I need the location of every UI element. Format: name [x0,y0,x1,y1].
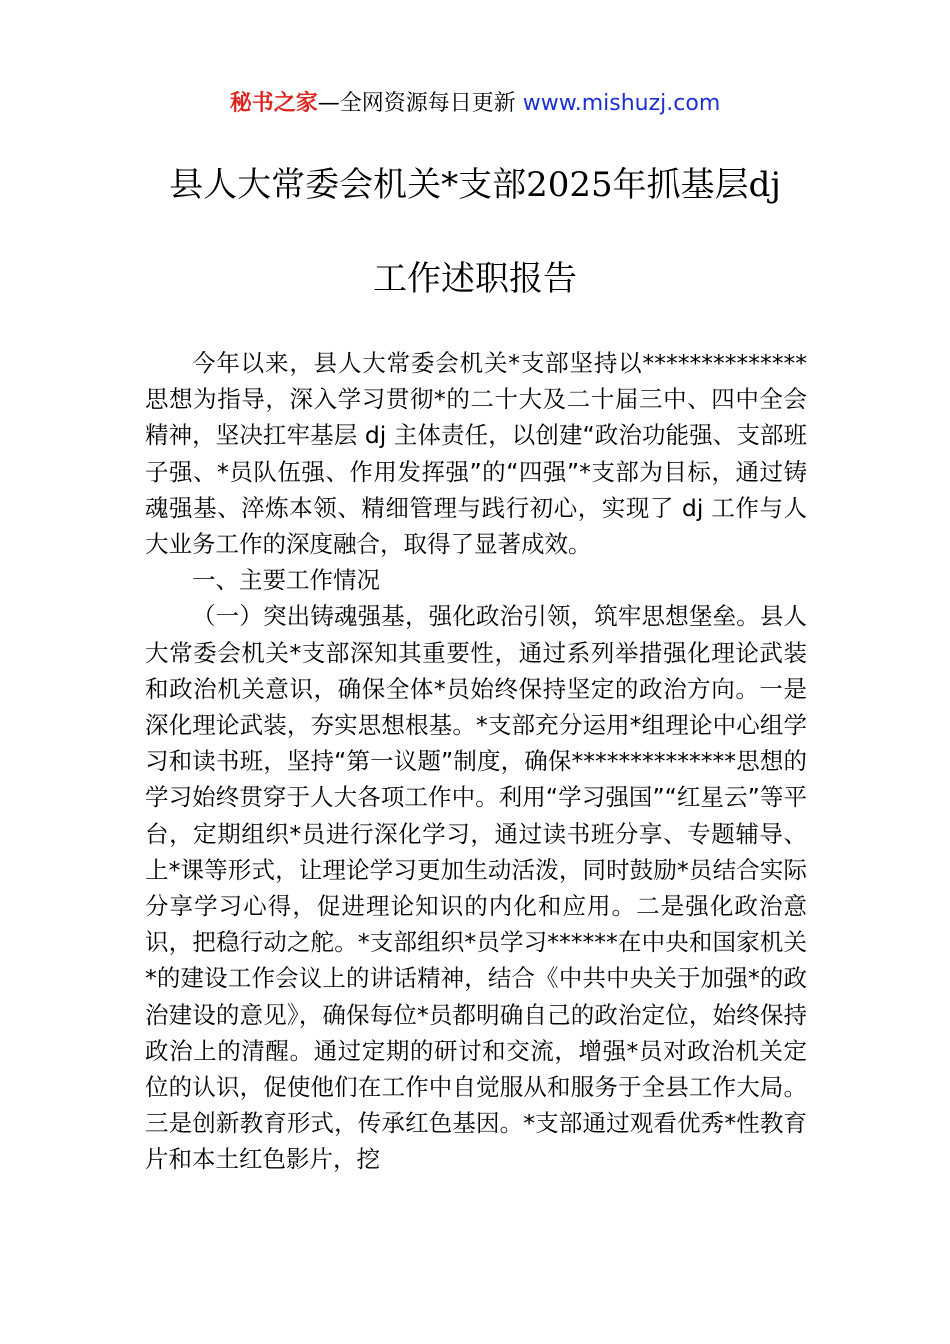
document-title-line-2: 工作述职报告 [373,259,577,299]
site-brand: 秘书之家 [229,91,318,116]
site-header [0,88,950,120]
document-title-line-1: 县人大常委会机关*支部2025年抓基层dj [169,165,781,205]
body-paragraph: （一）突出铸魂强基，强化政治引领，筑牢思想堡垒。县人大常委会机关*支部深知其重要性，通过系列举措强化理论武装和政治机关意识，确保全体*员始终保持坚定的政治方向。一是深化理论武装，夯实思想根基。*支部充分运用*组理论中心组学习和读书班，坚持“第一议题”制度，确保**************思想的学习始终贯穿于人大各项工作中。利用“学习强国”“红星云”等平台，定期组织*员进行深化学习，通过读书班分享、专题辅导、上*课等形式，让理论学习更加生动活泼，同时鼓励*员结合实际分享学习心得，促进理论知识的内化和应用。二是强化政治意识，把稳行动之舵。*支部组织*员学习******在中央和国家机关*的建设工作会议上的讲话精神，结合《中共中央关于加强*的政治建设的意见》，确保每位*员都明确自己的政治定位，始终保持政治上的清醒。通过定期的研讨和交流，增强*员对政治机关定位的认识，促使他们在工作中自觉服从和服务于全县工作大局。三是创新教育形式，传承红色基因。*支部通过观看优秀*性教育片和本土红色影片，挖 [145,602,807,1174]
site-url-link[interactable]: www.mishuzj.com [522,91,721,116]
document-body [145,345,807,1178]
site-tagline: —全网资源每日更新 [317,91,523,116]
section-heading: 一、主要工作情况 [192,566,380,595]
intro-paragraph: 今年以来，县人大常委会机关*支部坚持以**************思想为指导，深入学习贯彻*的二十大及二十届三中、四中全会精神，坚决扛牢基层 dj 主体责任，以创建“政治功能强、支部班子强、*员队伍强、作用发挥强”的“四强”*支部为目标，通过铸魂强基、淬炼本领、精细管理与践行初心，实现了 dj 工作与人大业务工作的深度融合，取得了显著成效。 [145,349,807,559]
